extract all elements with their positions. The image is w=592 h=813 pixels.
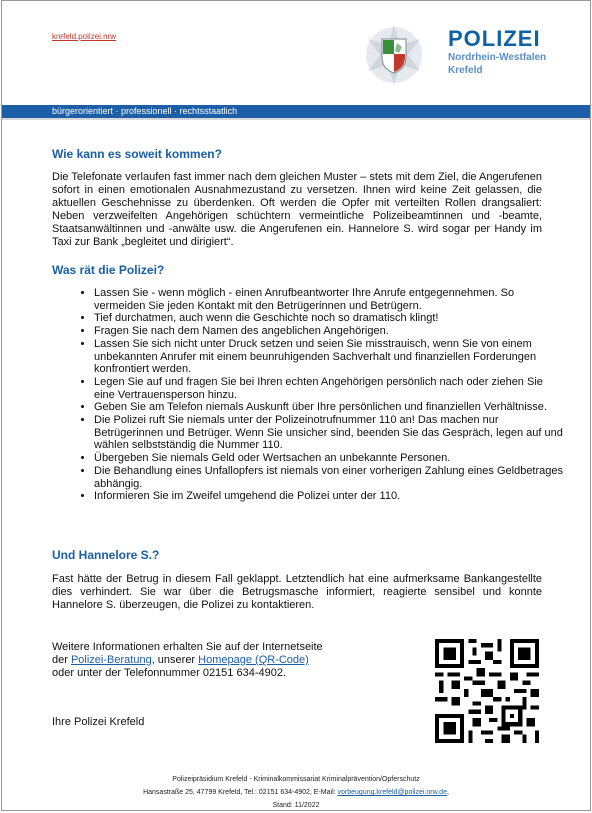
footer <box>2 773 590 812</box>
tagline-bar <box>2 105 590 118</box>
contact-line-2: der Polizei-Beratung, unserer Homepage (QR-Code) <box>52 654 309 666</box>
list-item: • Geben Sie am Telefon niemals Auskunft über Ihre persönlichen und finanziellen Verhältnisse. <box>94 401 564 414</box>
signature: Ihre Polizei Krefeld <box>52 716 145 728</box>
logo-subtitle-state: Nordrhein-Westfalen <box>448 52 547 63</box>
logo-text <box>448 27 546 77</box>
list-item: • Informieren Sie im Zweifel umgehend die Polizei unter der 110. <box>94 490 564 503</box>
document-page <box>1 0 591 811</box>
section-text-outcome: Fast hätte der Betrug in diesem Fall geklappt. Letztendlich hat eine aufmerksame Bankangestellte dies verhindert. Sie war über die Betrugsmasche informiert, reagierte sensibel und konnte Hannelore S. überzeugen, die Polizei zu kontaktieren. <box>52 573 542 611</box>
contact-info <box>52 641 323 680</box>
footer-line-3: Stand: 11/2022 <box>272 802 320 809</box>
header-url-link[interactable]: krefeld.polizei.nrw <box>52 32 117 41</box>
police-star-emblem-icon <box>358 23 438 87</box>
section-text-how: Die Telefonate verlaufen fast immer nach dem gleichen Muster – stets mit dem Ziel, die Angerufenen sofort in einen emotionalen Ausnahmezustand zu versetzen. Ihnen wird keine Zeit gelassen, die aktuellen Geschehnisse zu überdenken. Oft werden die Opfer mit verteilten Rollen drangsaliert: Neben verzweifelten Angehörigen schüchtern vermeintliche Polizeibeamtinnen und -beamte, Staatsanwältinnen und -anwälte usw. die Angerufenen ein. Hannelore S. wird sogar per Handy im Taxi zur Bank „begleitet und dirigiert“. <box>52 171 542 248</box>
advice-list <box>78 287 564 503</box>
qr-code-icon[interactable] <box>435 639 539 743</box>
polizei-beratung-link[interactable]: Polizei-Beratung <box>70 654 152 666</box>
section-heading-advice: Was rät die Polizei? <box>52 263 165 277</box>
divider <box>2 118 590 120</box>
list-item: • Übergeben Sie niemals Geld oder Wertsachen an unbekannte Personen. <box>94 452 564 465</box>
contact-line-3: oder unter der Telefonnummer 02151 634-4902. <box>52 667 287 679</box>
footer-line-1: Polizeipräsidium Krefeld - Kriminalkommissariat Kriminalprävention/Opferschutz <box>172 776 420 783</box>
section-heading-how: Wie kann es soweit kommen? <box>52 147 222 161</box>
list-item: • Tief durchatmen, auch wenn die Geschichte noch so dramatisch klingt! <box>94 312 564 325</box>
list-item: • Legen Sie auf und fragen Sie bei Ihren echten Angehörigen persönlich nach oder ziehen Sie eine Vertrauensperson hinzu. <box>94 376 564 401</box>
footer-line-2: Hansastraße 25, 47799 Krefeld, Tel.: 02151 634-4902, E-Mail: vorbeugung.krefeld@polizei.nrw.de, <box>143 789 449 796</box>
list-item: • Die Behandlung eines Unfallopfers ist niemals von einer vorherigen Zahlung eines Geldbetrages abhängig. <box>94 465 564 490</box>
list-item: • Lassen Sie sich nicht unter Druck setzen und seien Sie misstrauisch, wenn Sie von einem unbekannten Anrufer mit einem beunruhigenden Sachverhalt und finanziellen Forderungen konfrontiert werden. <box>94 338 564 376</box>
list-item: • Fragen Sie nach dem Namen des angeblichen Angehörigen. <box>94 325 564 338</box>
logo-title: POLIZEI <box>448 26 541 51</box>
tagline: bürgerorientiert · professionell · rechtsstaatlich <box>52 106 238 116</box>
contact-line-1: Weitere Informationen erhalten Sie auf der Internetseite <box>52 641 323 653</box>
list-item: • Die Polizei ruft Sie niemals unter der Polizeinotrufnummer 110 an! Das machen nur Betrügerinnen und Betrüger. Wenn Sie unsicher sind, beenden Sie das Gespräch, legen auf und wählen selbstständig die Nummer 110. <box>94 414 564 452</box>
section-heading-outcome: Und Hannelore S.? <box>52 548 160 562</box>
email-link[interactable]: vorbeugung.krefeld@polizei.nrw.de <box>337 789 447 796</box>
polizei-logo <box>358 23 558 87</box>
list-item: • Lassen Sie - wenn möglich - einen Anrufbeantworter Ihre Anrufe entgegennehmen. So vermeiden Sie jeden Kontakt mit den Betrügerinnen und Betrügern. <box>94 287 564 312</box>
homepage-link[interactable]: Homepage (QR-Code) <box>198 654 309 666</box>
logo-subtitle-city: Krefeld <box>448 65 483 76</box>
